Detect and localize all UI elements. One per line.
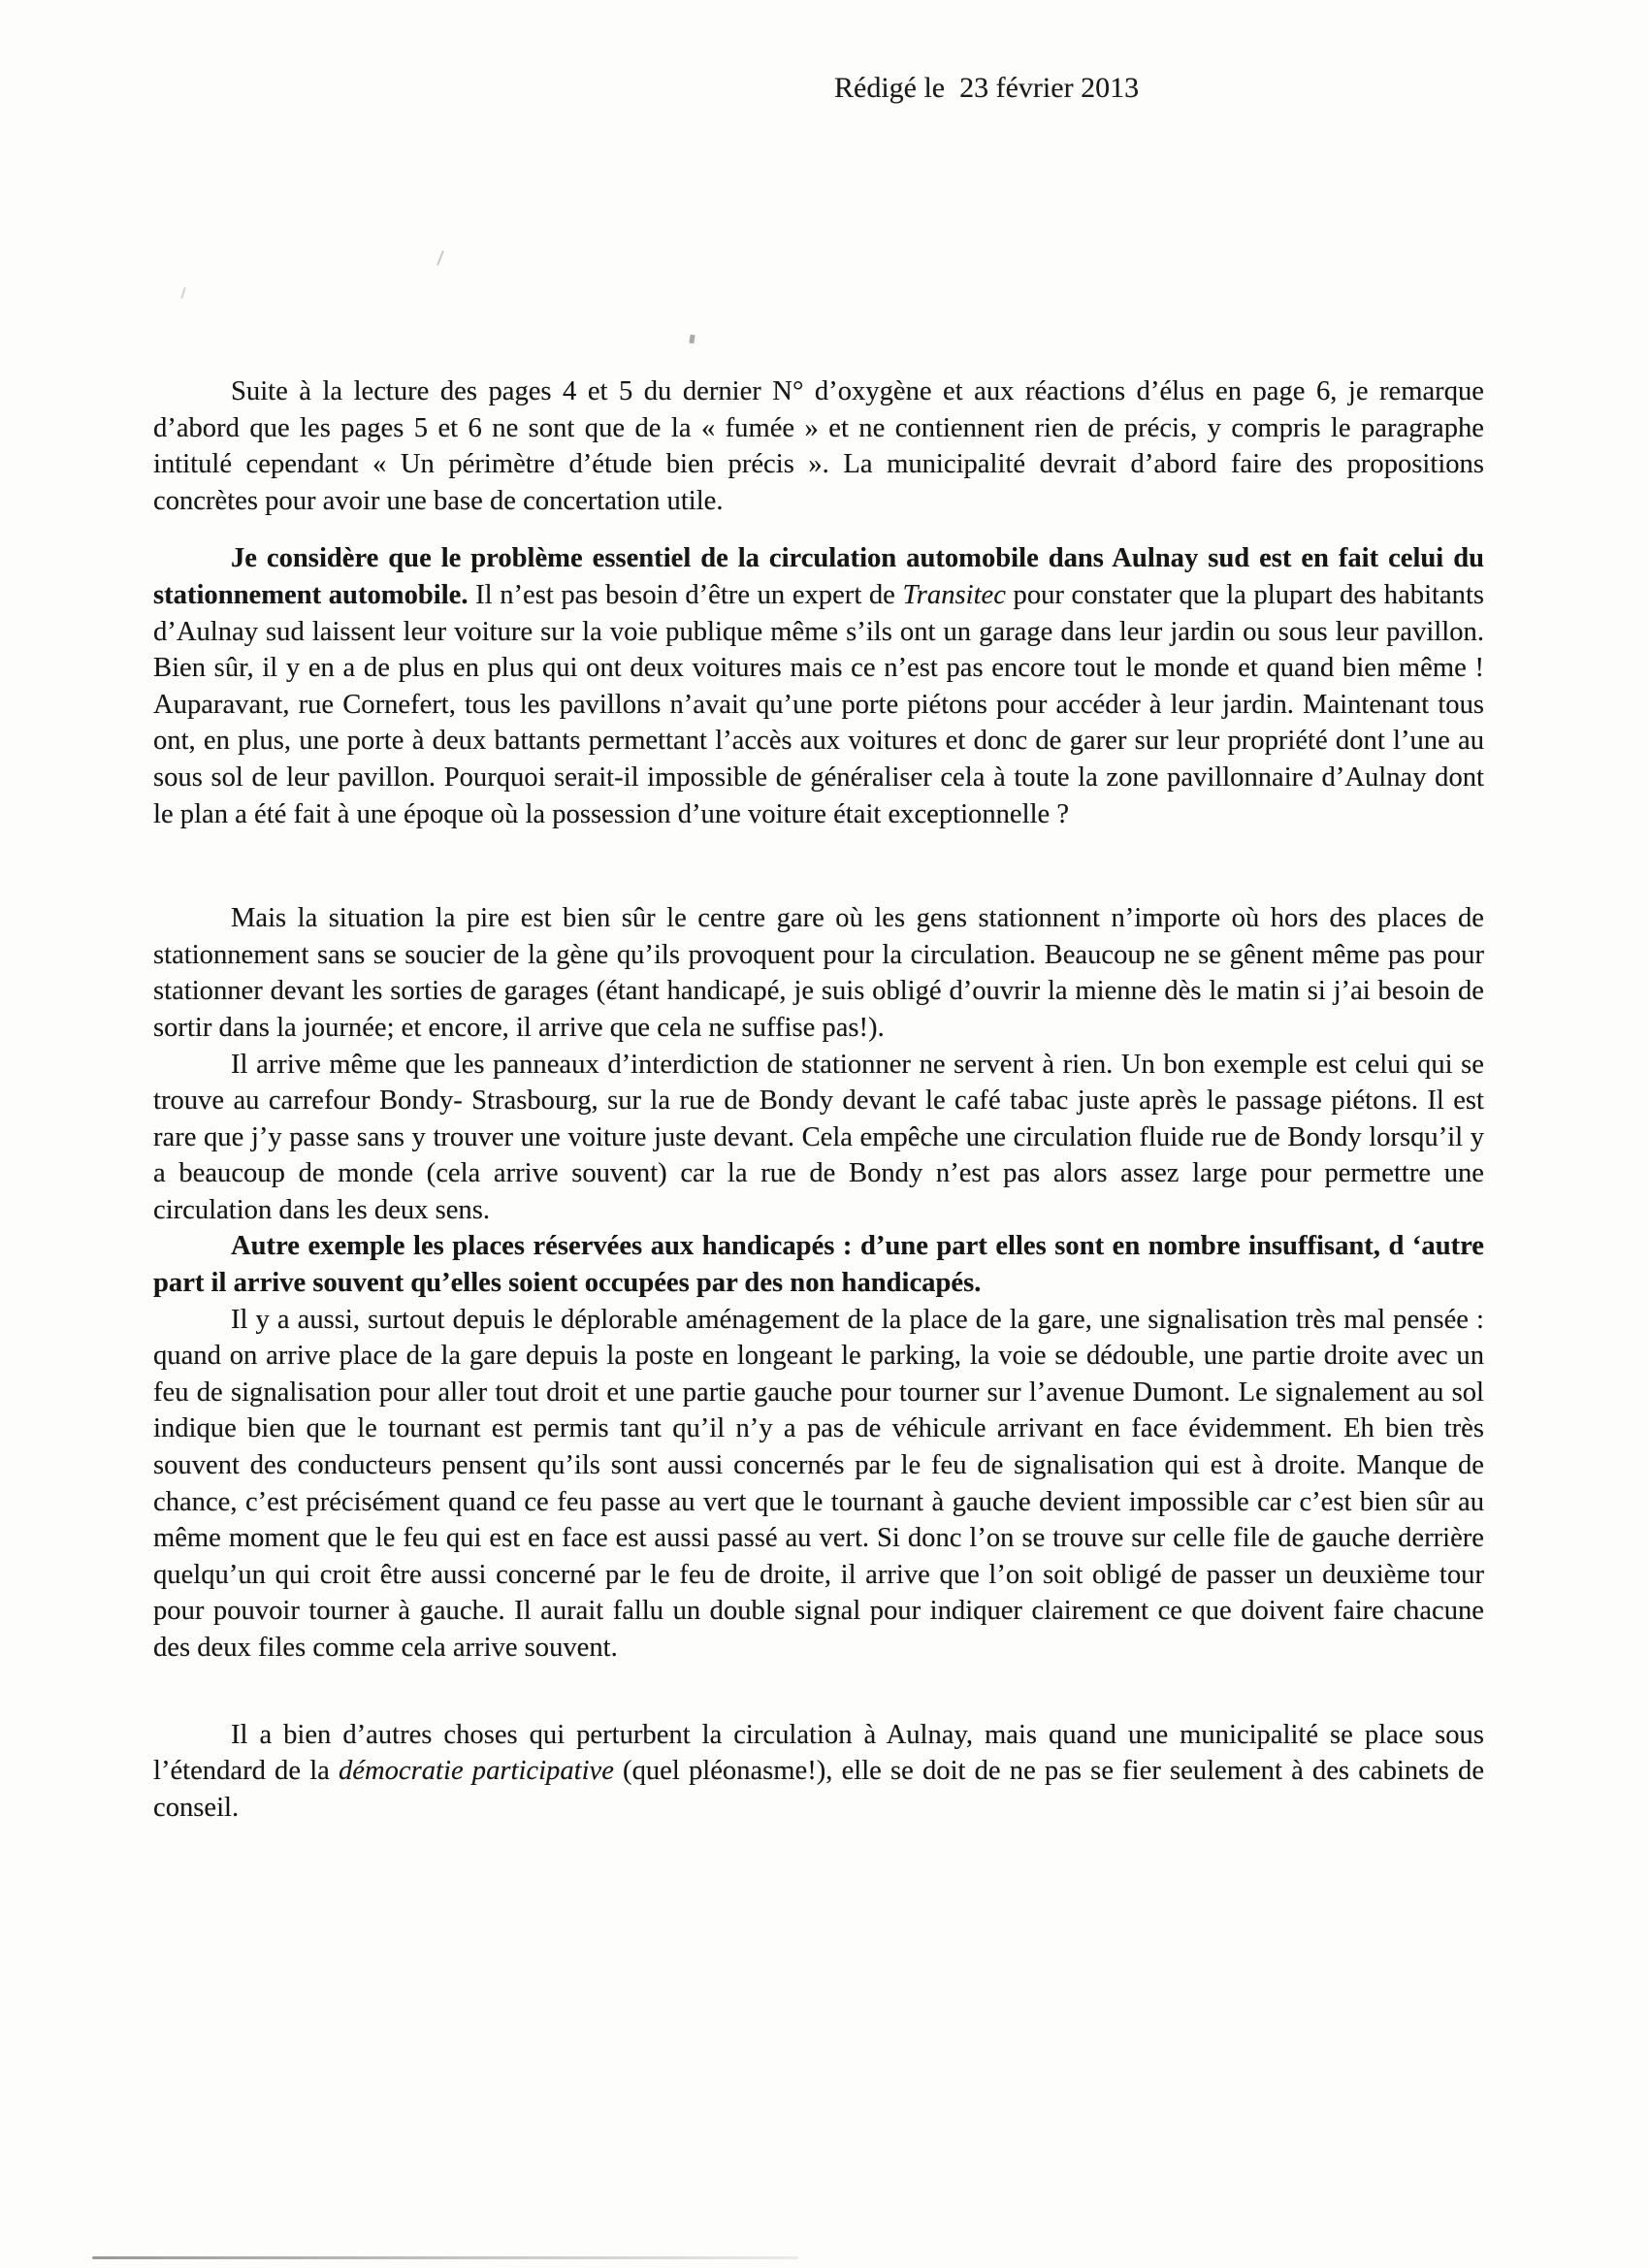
text-run: Il a bien d’autres choses qui perturbent la circulation à Aulnay, mais quand une municipalité se place sous l’étendard de la xyxy=(153,1719,1484,1787)
paragraph xyxy=(153,1302,1484,1667)
text-run: Il n’est pas besoin d’être un expert de xyxy=(475,579,903,610)
scan-speck xyxy=(436,250,444,266)
scan-edge-artifact xyxy=(92,2256,798,2259)
date-line: Rédigé le 23 février 2013 xyxy=(834,72,1140,104)
text-run: Suite à la lecture des pages 4 et 5 du dernier N° d’oxygène et aux réactions d’élus en page 6, je remarque d’abord que les pages 5 et 6 ne sont que de la « fumée » et ne contiennent rien de précis, y compris le paragraphe intitulé cependant « Un périmètre d’étude bien précis ». La municipalité devrait d’abord faire des propositions concrètes pour avoir une base de concertation utile. xyxy=(153,376,1484,516)
text-run: Autre exemple les places réservées aux handicapés : d’une part elles sont en nombre insuffisant, d ‘autre part il arrive souvent qu’elles soient occupées par des non handicapés. xyxy=(153,1231,1484,1299)
scan-speck xyxy=(180,287,186,299)
paragraph xyxy=(153,1047,1484,1229)
text-run: Transitec xyxy=(902,579,1006,610)
paragraph xyxy=(153,540,1484,832)
paragraph xyxy=(153,1717,1484,1827)
text-run: Mais la situation la pire est bien sûr le centre gare où les gens stationnent n’importe où hors des places de stationnement sans se soucier de la gène qu’ils provoquent pour la circulation. Beaucoup ne se gênent même pas pour stationner devant les sorties de garages (étant handicapé, je suis obligé d’ouvrir la mienne dès le matin si j’ai besoin de sortir dans la journée; et encore, il arrive que cela ne suffise pas!). xyxy=(153,903,1484,1043)
paragraph xyxy=(153,1228,1484,1301)
text-run: démocratie participative xyxy=(339,1756,614,1787)
paragraph xyxy=(153,900,1484,1046)
letter-body xyxy=(153,373,1484,1826)
text-run: Il arrive même que les panneaux d’interdiction de stationner ne servent à rien. Un bon exemple est celui qui se trouve au carrefour Bondy- Strasbourg, sur la rue de Bondy devant le café tabac juste après le passage piétons. Il est rare que j’y passe sans y trouver une voiture juste devant. Cela empêche une circulation fluide rue de Bondy lorsqu’il y a beaucoup de monde (cela arrive souvent) car la rue de Bondy n’est pas alors assez large pour permettre une circulation dans les deux sens. xyxy=(153,1049,1484,1225)
scan-speck xyxy=(689,335,695,344)
paragraph xyxy=(153,373,1484,519)
text-run: Je considère que le problème essentiel de la circulation automobile dans Aulnay sud est en fait celui du stationnement automobile. xyxy=(153,543,1484,610)
text-run: (quel pléonasme!), elle se doit de ne pas se fier seulement à des cabinets de conseil. xyxy=(153,1756,1485,1823)
text-run: Il y a aussi, surtout depuis le déplorable aménagement de la place de la gare, une signalisation très mal pensée : quand on arrive place de la gare depuis la poste en longeant le parking, la voie se dédouble, une partie droite avec un feu de signalisation pour aller tout droit et une partie gauche pour tourner sur l’avenue Dumont. Le signalement au sol indique bien que le tournant est permis tant qu’il n’y a pas de véhicule arrivant en face évidemment. Eh bien très souvent des conducteurs pensent qu’ils sont aussi concernés par le feu de signalisation qui est à droite. Manque de chance, c’est précisément quand ce feu passe au vert que le tournant à gauche devient impossible car c’est bien sûr au même moment que le feu qui est en face est aussi passé au vert. Si donc l’on se trouve sur celle file de gauche derrière quelqu’un qui croit être aussi concerné par le feu de droite, il arrive que l’on soit obligé de passer un deuxième tour pour pouvoir tourner à gauche. Il aurait fallu un double signal pour indiquer clairement ce que doivent faire chacune des deux files comme cela arrive souvent. xyxy=(153,1304,1484,1663)
text-run: pour constater que la plupart des habitants d’Aulnay sud laissent leur voiture sur la voie publique même s’ils ont un garage dans leur jardin ou sous leur pavillon. Bien sûr, il y en a de plus en plus qui ont deux voitures mais ce n’est pas encore tout le monde et quand bien même ! Auparavant, rue Cornefert, tous les pavillons n’avait qu’une porte piétons pour accéder à leur jardin. Maintenant tous ont, en plus, une porte à deux battants permettant l’accès aux voitures et donc de garer sur leur propriété dont l’une au sous sol de leur pavillon. Pourquoi serait-il impossible de généraliser cela à toute la zone pavillonnaire d’Aulnay dont le plan a été fait à une époque où la possession d’une voiture était exceptionnelle ? xyxy=(153,579,1485,829)
